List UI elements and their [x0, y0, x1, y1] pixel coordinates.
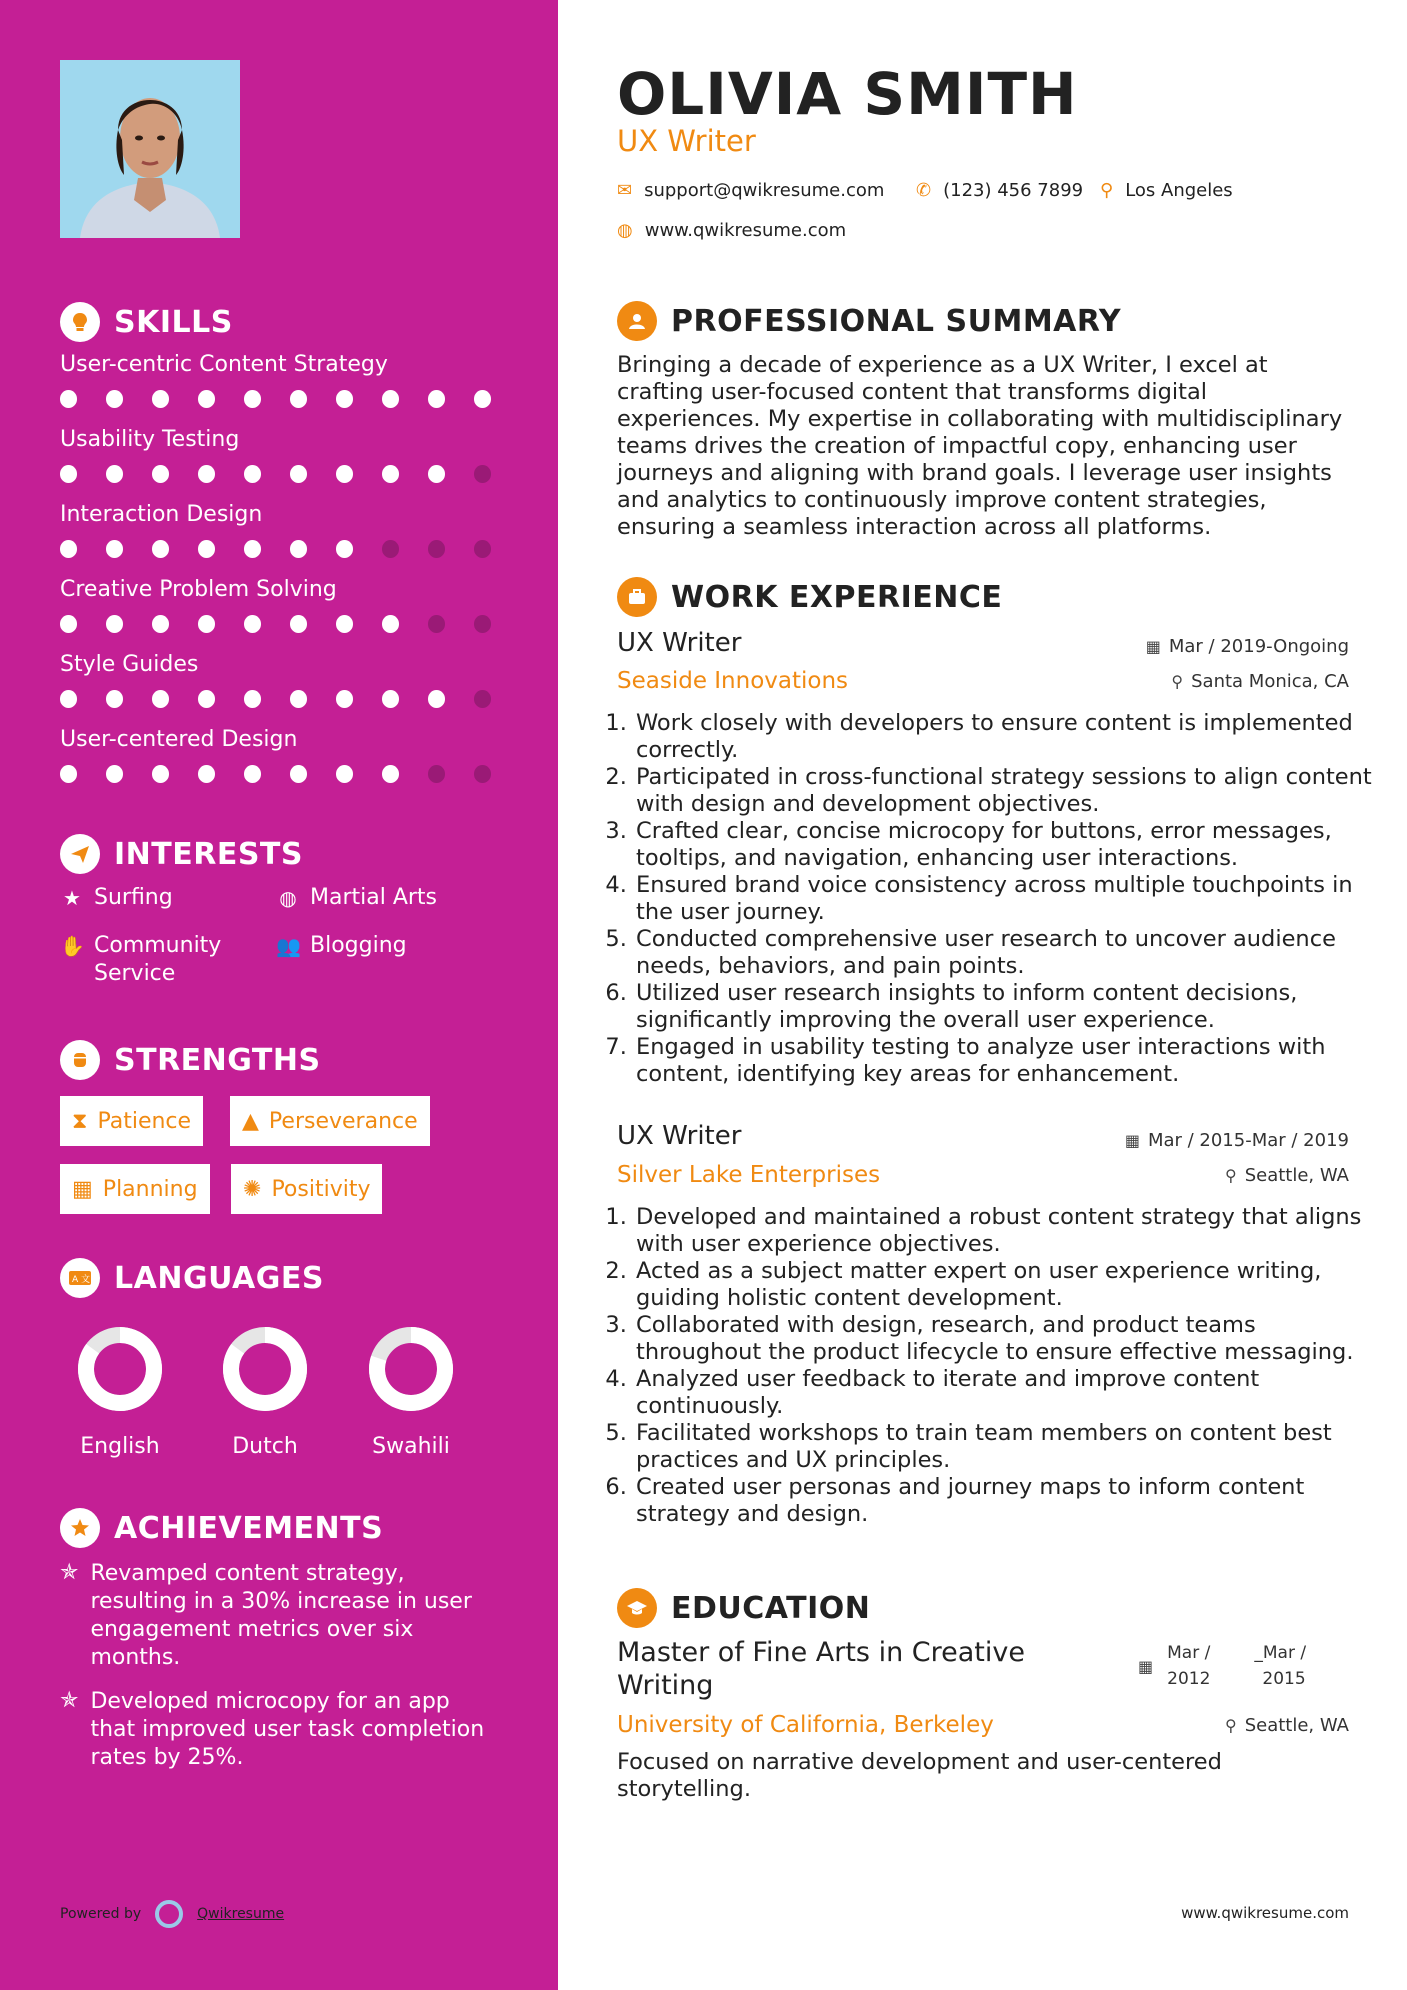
skill-rating	[60, 765, 520, 783]
rating-dot	[244, 390, 261, 408]
interest-item	[276, 884, 437, 912]
strengths-title: STRENGTHS	[114, 1042, 321, 1078]
strength-badge	[60, 1096, 203, 1146]
interest-label: Martial Arts	[310, 885, 438, 910]
rating-dot	[382, 615, 399, 633]
job-task: 2. Acted as a subject matter expert on user experience writing, guiding holistic content development.	[634, 1258, 1374, 1312]
job-location	[1171, 671, 1349, 692]
pin-icon: ⚲	[1171, 672, 1184, 691]
job-task: 4. Ensured brand voice consistency across multiple touchpoints in the user journey.	[634, 872, 1374, 926]
experience-header	[617, 577, 1002, 617]
job-task: 4. Analyzed user feedback to iterate and improve content continuously.	[634, 1366, 1374, 1420]
skill-item	[60, 577, 520, 633]
job-task-list	[612, 710, 1374, 1088]
job-location-text: Santa Monica, CA	[1191, 671, 1349, 692]
rating-dot	[244, 690, 261, 708]
phone-text: (123) 456 7899	[943, 180, 1084, 201]
rating-dot	[152, 390, 169, 408]
qwikresume-link[interactable]: Qwikresume	[197, 1906, 285, 1922]
rating-dot	[244, 465, 261, 483]
strengths-header	[60, 1040, 321, 1080]
language-level-ring	[75, 1324, 165, 1414]
rating-dot	[152, 690, 169, 708]
interest-label: Community Service	[94, 933, 222, 986]
interest-item	[276, 932, 407, 960]
email-text: support@qwikresume.com	[644, 180, 885, 201]
rating-dot	[290, 765, 307, 783]
education-degree: Master of Fine Arts in Creative Writing	[617, 1637, 1025, 1701]
rating-dot	[290, 690, 307, 708]
rating-dot	[336, 615, 353, 633]
language-item	[346, 1324, 476, 1459]
skill-item	[60, 427, 520, 483]
rating-dot	[106, 690, 123, 708]
achievement-item	[60, 1688, 500, 1772]
education-school: University of California, Berkeley	[617, 1712, 994, 1738]
powered-by	[60, 1900, 284, 1928]
pin-icon: ⚲	[1224, 1166, 1237, 1185]
footer-url[interactable]: www.qwikresume.com	[1181, 1904, 1349, 1922]
strength-label: Positivity	[271, 1176, 371, 1202]
rating-dot	[290, 465, 307, 483]
job-task: 5. Facilitated workshops to train team members on content best practices and UX principles.	[634, 1420, 1374, 1474]
rating-dot	[60, 690, 77, 708]
skill-name: Usability Testing	[60, 427, 240, 452]
job-company: Silver Lake Enterprises	[617, 1162, 881, 1188]
profile-photo	[60, 60, 240, 238]
svg-text:A: A	[72, 1275, 79, 1285]
globe-icon: ◍	[279, 886, 297, 910]
rating-dot	[474, 765, 491, 783]
strength-badge	[231, 1164, 382, 1214]
achievement-item	[60, 1560, 500, 1672]
rating-dot	[106, 390, 123, 408]
education-start-month: Mar /	[1167, 1643, 1211, 1663]
envelope-icon: ✉	[617, 180, 633, 201]
job-task: 3. Collaborated with design, research, and product teams throughout the product lifecycle to ensure effective messaging.	[634, 1312, 1374, 1366]
rating-dot	[428, 540, 445, 558]
contact-phone[interactable]	[916, 180, 1083, 201]
strength-label: Planning	[102, 1176, 198, 1202]
job-company: Seaside Innovations	[617, 668, 849, 694]
calendar-icon: ▦	[72, 1176, 93, 1202]
rating-dot	[60, 465, 77, 483]
job-dates-text: Mar / 2019-Ongoing	[1168, 636, 1349, 657]
rating-dot	[428, 465, 445, 483]
interest-item	[60, 884, 173, 912]
skill-name: Interaction Design	[60, 502, 263, 527]
svg-text:文: 文	[81, 1275, 91, 1285]
skill-item	[60, 502, 520, 558]
skills-title: SKILLS	[114, 304, 233, 340]
strength-badge	[230, 1096, 430, 1146]
education-dates	[1138, 1640, 1306, 1692]
interest-item	[60, 932, 250, 988]
rating-dot	[474, 540, 491, 558]
education-description: Focused on narrative development and user-centered storytelling.	[617, 1749, 1222, 1802]
job-task: 2. Participated in cross-functional strategy sessions to align content with design and development objectives.	[634, 764, 1374, 818]
rating-dot	[474, 690, 491, 708]
rating-dot	[428, 690, 445, 708]
contact-location	[1100, 180, 1233, 201]
rating-dot	[60, 615, 77, 633]
rating-dot	[336, 765, 353, 783]
star-burst-icon: ✯	[60, 1560, 79, 1585]
trophy-star-icon	[60, 1508, 100, 1548]
language-name: Swahili	[372, 1434, 450, 1459]
rating-dot	[198, 690, 215, 708]
achievements-title: ACHIEVEMENTS	[114, 1510, 384, 1546]
candidate-role: UX Writer	[617, 124, 756, 158]
rating-dot	[474, 615, 491, 633]
person-icon	[617, 301, 657, 341]
qwikresume-logo-icon	[155, 1900, 183, 1928]
strength-label: Patience	[97, 1108, 192, 1134]
job-task: 5. Conducted comprehensive user research to uncover audience needs, behaviors, and pain points.	[634, 926, 1374, 980]
job-title: UX Writer	[617, 1121, 742, 1151]
rating-dot	[336, 540, 353, 558]
candidate-name: OLIVIA SMITH	[617, 60, 1078, 128]
job-task: 3. Crafted clear, concise microcopy for buttons, error messages, tooltips, and navigation, enhancing user interactions.	[634, 818, 1374, 872]
rating-dot	[290, 615, 307, 633]
languages-title: LANGUAGES	[114, 1260, 324, 1296]
rating-dot	[336, 690, 353, 708]
job-location-text: Seattle, WA	[1244, 1165, 1349, 1186]
summary-header	[617, 301, 1121, 341]
interests-header	[60, 834, 303, 874]
education-location	[1225, 1715, 1349, 1736]
rating-dot	[336, 465, 353, 483]
rating-dot	[152, 765, 169, 783]
skill-rating	[60, 540, 520, 558]
rating-dot	[106, 465, 123, 483]
languages-header	[60, 1258, 324, 1298]
education-title: EDUCATION	[671, 1590, 871, 1626]
skill-item	[60, 727, 520, 783]
job-task: 6. Utilized user research insights to inform content decisions, significantly improving the overall user experience.	[634, 980, 1374, 1034]
users-icon: 👥	[276, 934, 301, 958]
location-text: Los Angeles	[1125, 180, 1233, 201]
skill-rating	[60, 690, 520, 708]
job-title: UX Writer	[617, 628, 742, 658]
website-text: www.qwikresume.com	[644, 220, 847, 241]
lightbulb-icon	[60, 302, 100, 342]
powered-by-label: Powered by	[60, 1906, 142, 1922]
phone-icon: ✆	[916, 180, 932, 201]
rating-dot	[336, 390, 353, 408]
education-start-year: 2012	[1167, 1669, 1211, 1689]
rating-dot	[198, 615, 215, 633]
hand-icon: ✋	[60, 934, 85, 958]
rating-dot	[474, 465, 491, 483]
job-task: 1. Work closely with developers to ensure content is implemented correctly.	[634, 710, 1374, 764]
map-pin-icon: ⚲	[1100, 180, 1114, 201]
contact-email[interactable]	[617, 180, 884, 201]
education-start	[1167, 1640, 1210, 1692]
job-task-list	[612, 1204, 1374, 1528]
rating-dot	[428, 615, 445, 633]
skill-name: Style Guides	[60, 652, 199, 677]
graduation-icon	[617, 1588, 657, 1628]
rating-dot	[244, 615, 261, 633]
summary-title: PROFESSIONAL SUMMARY	[671, 303, 1122, 339]
interest-label: Blogging	[310, 933, 407, 958]
rating-dot	[382, 465, 399, 483]
rating-dot	[198, 465, 215, 483]
job-task: 1. Developed and maintained a robust content strategy that aligns with user experience objectives.	[634, 1204, 1374, 1258]
calendar-icon: ▦	[1145, 637, 1161, 656]
skills-header	[60, 302, 233, 342]
language-level-ring	[366, 1324, 456, 1414]
language-level-ring	[220, 1324, 310, 1414]
rating-dot	[198, 540, 215, 558]
rating-dot	[60, 765, 77, 783]
skill-item	[60, 352, 520, 408]
calendar-icon: ▦	[1138, 1657, 1154, 1676]
job-dates	[1146, 636, 1349, 657]
rating-dot	[290, 390, 307, 408]
rating-dot	[198, 390, 215, 408]
education-location-text: Seattle, WA	[1244, 1715, 1349, 1736]
pin-icon: ⚲	[1224, 1716, 1237, 1735]
rating-dot	[152, 540, 169, 558]
fist-icon	[60, 1040, 100, 1080]
sun-icon: ✺	[243, 1176, 262, 1202]
star-burst-icon: ✯	[60, 1688, 79, 1713]
rating-dot	[428, 390, 445, 408]
language-name: English	[80, 1434, 160, 1459]
language-name: Dutch	[232, 1434, 298, 1459]
education-end-year: 2015	[1262, 1669, 1306, 1689]
contact-website[interactable]	[617, 220, 846, 241]
skill-item	[60, 652, 520, 708]
paper-plane-icon	[60, 834, 100, 874]
education-end	[1254, 1640, 1306, 1692]
language-item	[200, 1324, 330, 1459]
hourglass-icon: ⧗	[72, 1108, 88, 1134]
rating-dot	[106, 615, 123, 633]
rating-dot	[244, 540, 261, 558]
rating-dot	[290, 540, 307, 558]
skill-rating	[60, 465, 520, 483]
rating-dot	[152, 615, 169, 633]
job-location	[1225, 1165, 1349, 1186]
rating-dot	[60, 540, 77, 558]
language-item	[55, 1324, 185, 1459]
education-header	[617, 1588, 870, 1628]
rating-dot	[198, 765, 215, 783]
education-end-month: _Mar /	[1254, 1643, 1307, 1663]
rating-dot	[152, 465, 169, 483]
skill-name: Creative Problem Solving	[60, 577, 337, 602]
interests-title: INTERESTS	[114, 836, 303, 872]
rating-dot	[106, 765, 123, 783]
skill-name: User-centric Content Strategy	[60, 352, 388, 377]
achievement-text: Revamped content strategy, resulting in a 30% increase in user engagement metrics over six months.	[90, 1561, 472, 1670]
experience-title: WORK EXPERIENCE	[671, 579, 1003, 615]
job-task: 7. Engaged in usability testing to analyze user interactions with content, identifying key areas for enhancement.	[634, 1034, 1374, 1088]
strength-badge	[60, 1164, 210, 1214]
rating-dot	[60, 390, 77, 408]
rating-dot	[382, 540, 399, 558]
rating-dot	[428, 765, 445, 783]
rating-dot	[382, 690, 399, 708]
rating-dot	[106, 540, 123, 558]
job-dates	[1125, 1130, 1349, 1151]
rating-dot	[382, 765, 399, 783]
star-icon: ★	[63, 886, 81, 910]
rating-dot	[244, 765, 261, 783]
language-icon	[60, 1258, 100, 1298]
globe-icon: ◍	[617, 220, 633, 241]
mountain-icon: ▲	[242, 1108, 259, 1134]
skill-rating	[60, 390, 520, 408]
interest-label: Surfing	[94, 885, 173, 910]
calendar-icon: ▦	[1124, 1131, 1140, 1150]
briefcase-icon	[617, 577, 657, 617]
achievements-header	[60, 1508, 383, 1548]
skill-name: User-centered Design	[60, 727, 298, 752]
job-task: 6. Created user personas and journey maps to inform content strategy and design.	[634, 1474, 1374, 1528]
sidebar	[0, 0, 558, 1990]
rating-dot	[382, 390, 399, 408]
strength-label: Perseverance	[268, 1108, 418, 1134]
skill-rating	[60, 615, 520, 633]
achievement-text: Developed microcopy for an app that improved user task completion rates by 25%.	[90, 1689, 485, 1770]
job-dates-text: Mar / 2015-Mar / 2019	[1147, 1130, 1349, 1151]
summary-text: Bringing a decade of experience as a UX Writer, I excel at crafting user-focused content that transforms digital experiences. My expertise in collaborating with multidisciplinary teams drives the creation of impactful copy, enhancing user journeys and aligning with brand goals. I leverage user insights and analytics to continuously improve content strategies, ensuring a seamless interaction across all platforms.	[617, 352, 1343, 540]
rating-dot	[474, 390, 491, 408]
